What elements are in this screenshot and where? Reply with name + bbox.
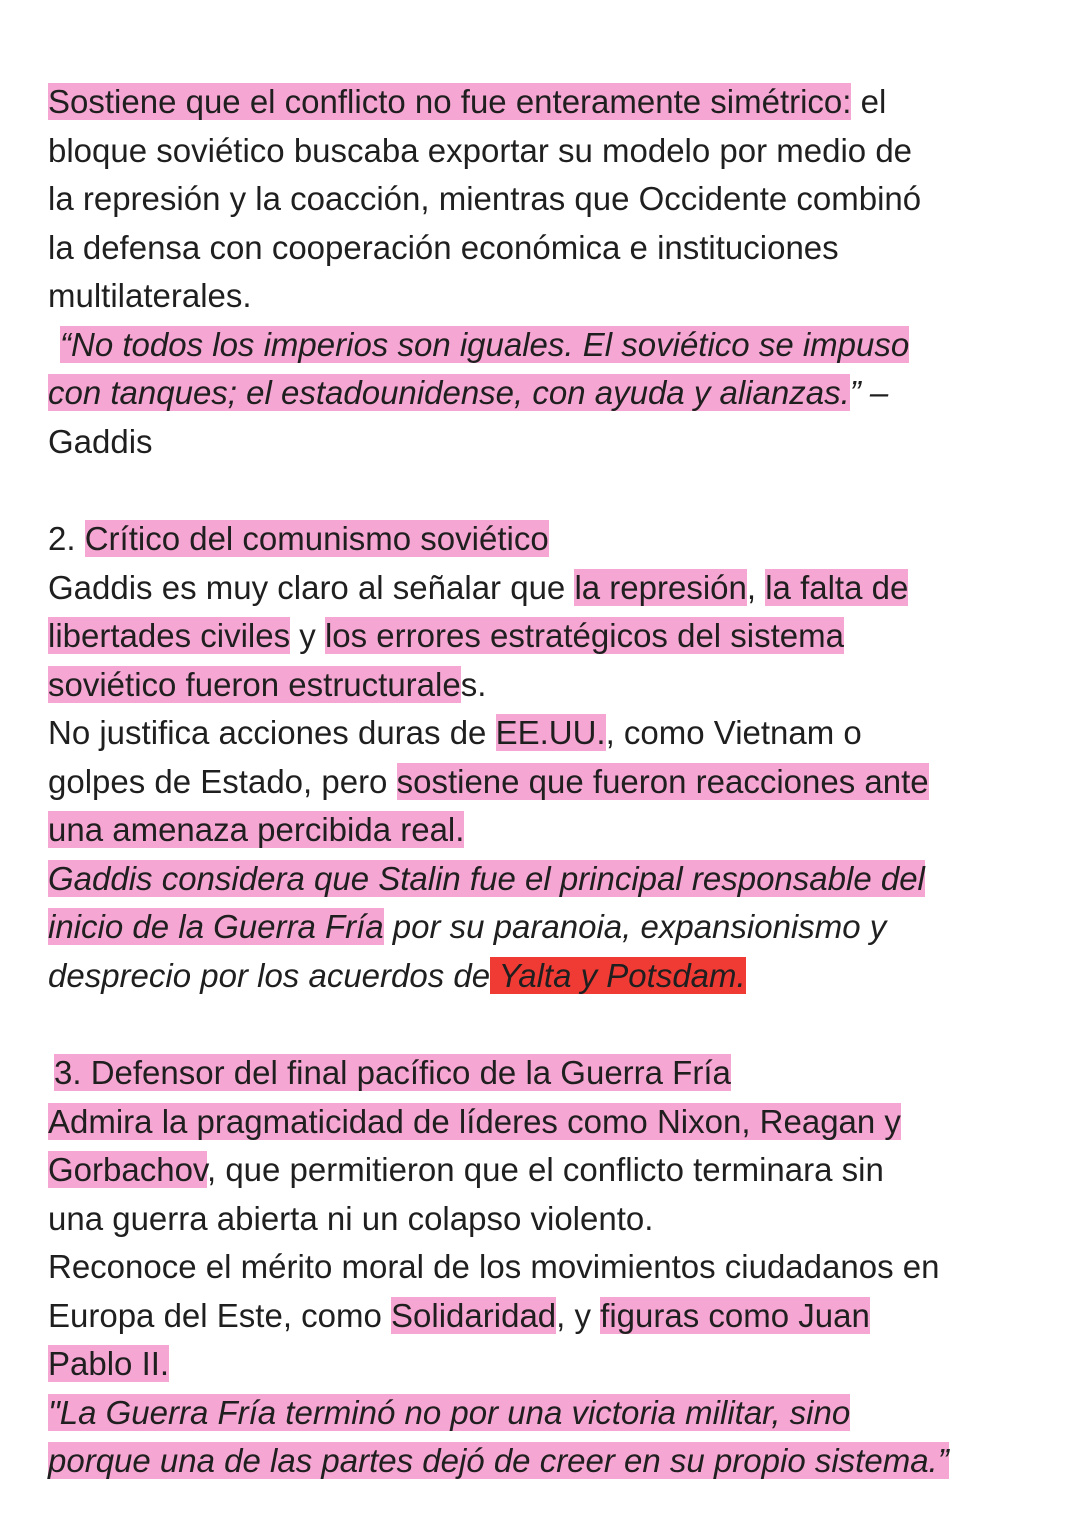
highlighted-text: una amenaza percibida real. (48, 811, 465, 848)
highlighted-text: soviético fueron estructurale (48, 666, 461, 703)
section3-line-1 (48, 1098, 901, 1146)
section2-line-5 (48, 758, 929, 806)
text: golpes de Estado, pero (48, 763, 397, 800)
section3-line-6 (48, 1340, 169, 1388)
text: , (746, 569, 766, 606)
text: , que permitieron que el conflicto terminara sin (206, 1151, 884, 1188)
highlighted-text: la falta de (765, 569, 909, 606)
text: , y (556, 1297, 601, 1334)
section3-heading (54, 1049, 731, 1097)
section-title: 3. Defensor del final pacífico de la Guerra Fría (54, 1054, 731, 1091)
highlighted-text: Gorbachov (48, 1151, 207, 1188)
highlighted-text: sostiene que fueron reacciones ante (396, 763, 929, 800)
section2-line-4 (48, 709, 862, 757)
text: ” – (849, 374, 889, 411)
para1-line-5: multilaterales. (48, 277, 252, 314)
highlighted-text: Pablo II. (48, 1345, 170, 1382)
quote1-attribution: Gaddis (48, 423, 153, 460)
para1-line-1 (48, 78, 886, 126)
section3-quote-line-2 (48, 1437, 949, 1485)
text: Europa del Este, como (48, 1297, 392, 1334)
text: por su paranoia, expansionismo y (383, 908, 887, 945)
quote1-line-2 (48, 369, 888, 417)
highlighted-quote: porque una de las partes dejó de creer en su propio sistema.” (48, 1442, 949, 1479)
highlighted-quote: con tanques; el estadounidense, con ayuda y alianzas. (48, 374, 850, 411)
highlighted-text: Sostiene que el conflicto no fue enteramente simétrico: (48, 83, 852, 120)
section2-heading (48, 515, 549, 563)
section3-line-4: Reconoce el mérito moral de los movimientos ciudadanos en (48, 1248, 940, 1285)
text: , como Vietnam o (605, 714, 862, 751)
highlighted-quote: “No todos los imperios son iguales. El soviético se impuso (60, 326, 910, 363)
section3-line-5 (48, 1292, 870, 1340)
text: Gaddis es muy claro al señalar que (48, 569, 575, 606)
para1-line-3: la represión y la coacción, mientras que Occidente combinó (48, 180, 922, 217)
highlighted-text: Gaddis considera que Stalin fue el principal responsable del (48, 860, 925, 897)
section2-line-8 (48, 903, 886, 951)
highlighted-text: la represión (574, 569, 747, 606)
highlighted-quote: "La Guerra Fría terminó no por una victoria militar, sino (48, 1394, 851, 1431)
section2-line-3 (48, 661, 486, 709)
section3-line-2 (48, 1146, 884, 1194)
text: No justifica acciones duras de (48, 714, 496, 751)
highlighted-text: EE.UU. (495, 714, 606, 751)
highlighted-text: inicio de la Guerra Fría (48, 908, 384, 945)
section3-quote-line-1 (48, 1389, 850, 1437)
section-title: Crítico del comunismo soviético (84, 520, 549, 557)
para1-line-2: bloque soviético buscaba exportar su modelo por medio de (48, 132, 913, 169)
section-number: 2. (48, 520, 85, 557)
text: el (851, 83, 887, 120)
highlighted-text: Solidaridad (391, 1297, 557, 1334)
section3-line-3: una guerra abierta ni un colapso violento. (48, 1200, 654, 1237)
highlighted-text: los errores estratégicos del sistema (324, 617, 844, 654)
section2-line-7 (48, 855, 925, 903)
highlighted-text: figuras como Juan (600, 1297, 870, 1334)
highlighted-text: Admira la pragmaticidad de líderes como Nixon, Reagan y (48, 1103, 901, 1140)
highlighted-text: libertades civiles (48, 617, 291, 654)
text: y (290, 617, 325, 654)
section2-line-1 (48, 564, 908, 612)
para1-line-4: la defensa con cooperación económica e instituciones (48, 229, 839, 266)
text: s. (460, 666, 487, 703)
red-highlighted-text: Yalta y Potsdam. (490, 957, 746, 994)
section2-line-9 (48, 952, 746, 1000)
quote1-line-1 (60, 321, 909, 369)
text: desprecio por los acuerdos de (48, 957, 491, 994)
section2-line-2 (48, 612, 844, 660)
section2-line-6 (48, 806, 464, 854)
